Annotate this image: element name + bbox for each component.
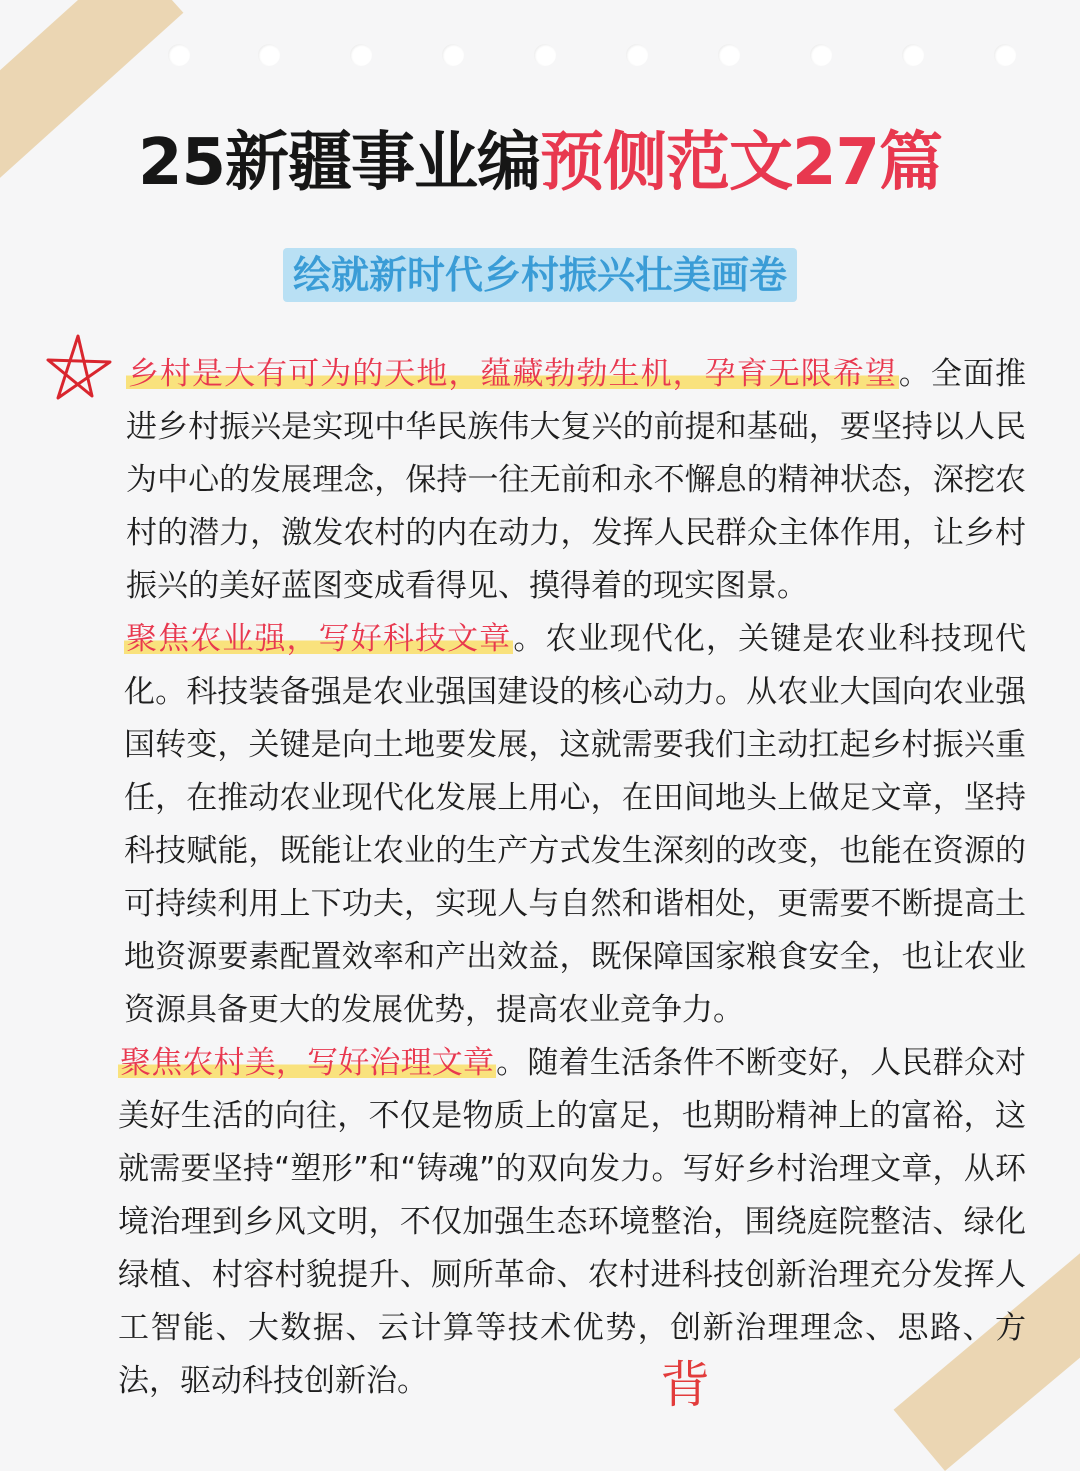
page-title — [0, 118, 1080, 208]
title-red-part: 预侧范文27篇 — [540, 126, 943, 200]
paragraph-text: 。全面推进乡村振兴是实现中华民族伟大复兴的前提和基础，要坚持以人民为中心的发展理念，保持一往无前和永不懈息的精神状态，深挖农村的潜力，激发农村的内在动力，发挥人民群众主体作用，让乡村振兴的美好蓝图变成看得见、摸得着的现实图景。 — [126, 356, 1027, 604]
binder-hole — [534, 44, 556, 66]
binder-hole — [168, 44, 190, 66]
highlight-phrase: 乡村是大有可为的天地，蕴藏勃勃生机，孕育无限希望 — [128, 356, 897, 392]
binder-hole — [258, 44, 280, 66]
handwritten-mark — [654, 1350, 712, 1414]
binder-hole — [350, 44, 372, 66]
subtitle-wrapper — [0, 248, 1080, 302]
binder-hole — [718, 44, 740, 66]
binder-hole — [626, 44, 648, 66]
title-black-part: 25新疆事业编 — [137, 126, 540, 200]
binder-hole — [442, 44, 464, 66]
binder-hole — [994, 44, 1016, 66]
highlight-phrase: 聚焦农业强，写好科技文章 — [126, 621, 512, 657]
paragraph-text: 。随着生活条件不断变好，人民群众对美好生活的向往，不仅是物质上的富足，也期盼精神上的富裕，这就需要坚持“塑形”和“铸魂”的双向发力。写好乡村治理文章，从环境治理到乡风文明，不仅加强生态环境整治，围绕庭院整洁、绿化绿植、村容村貌提升、厕所革命、农村进科技创新治理充分发挥人工智能、大数据、云计算等技术优势，创新治理理念、思路、方法，驱动科技创新治。 — [118, 1045, 1027, 1399]
binder-hole — [810, 44, 832, 66]
paragraph-1 — [54, 348, 1026, 613]
highlight-phrase: 聚焦农村美，写好治理文章 — [120, 1045, 495, 1081]
binder-holes — [0, 44, 1080, 70]
paragraph-3 — [54, 1037, 1026, 1408]
subtitle: 绘就新时代乡村振兴壮美画卷 — [283, 248, 797, 302]
handwritten-mark-text: 背 — [660, 1356, 710, 1414]
paragraph-text: 。农业现代化，关键是农业科技现代化。科技装备强是农业强国建设的核心动力。从农业大国向农业强国转变，关键是向土地要发展，这就需要我们主动扛起乡村振兴重任，在推动农业现代化发展上用心，在田间地头上做足文章，坚持科技赋能，既能让农业的生产方式发生深刻的改变，也能在资源的可持续利用上下功夫，实现人与自然和谐相处，更需要不断提高土地资源要素配置效率和产出效益，既保障国家粮食安全，也让农业资源具备更大的发展优势，提高农业竞争力。 — [124, 621, 1027, 1028]
paragraph-2 — [54, 613, 1026, 1037]
article-body — [54, 348, 1026, 1408]
binder-hole — [902, 44, 924, 66]
